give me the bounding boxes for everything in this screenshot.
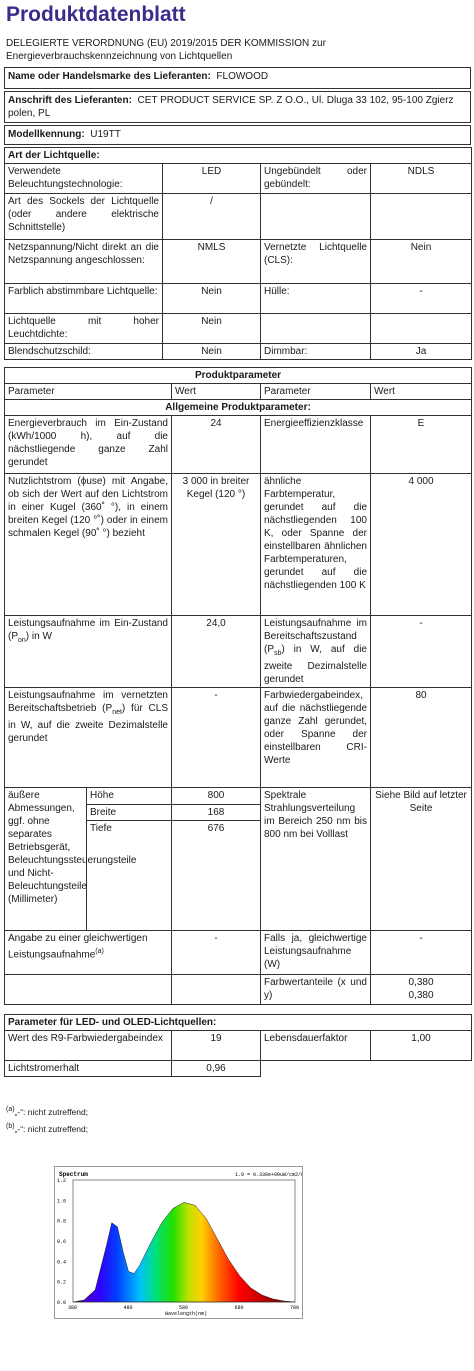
dimmable-value: Ja <box>371 344 472 360</box>
lifetime-label: Lebensdauerfaktor <box>261 1031 371 1061</box>
col-param-2: Parameter <box>261 384 371 400</box>
cri-value: 80 <box>371 688 472 788</box>
envelope-label: Hülle: <box>261 284 371 314</box>
x-tick-label: 780 <box>290 1305 300 1311</box>
y-tick-label: 0.4 <box>57 1259 67 1266</box>
x-tick-label: 480 <box>123 1305 133 1311</box>
mains-value: NMLS <box>163 240 261 284</box>
spectrum-annotation: 1.0 = 0.330e+00uW/cm2/nm <box>235 1172 302 1178</box>
table-row <box>5 474 472 616</box>
empty-cell <box>371 314 472 344</box>
directional-label: Ungebündelt oder gebündelt: <box>261 164 371 194</box>
footnote-b: $^{(b)}$„-“: nicht zutreffend; <box>6 1123 89 1134</box>
table-header-row <box>5 384 472 400</box>
table-row <box>5 240 472 284</box>
cls-label: Vernetzte Lichtquelle (CLS): <box>261 240 371 284</box>
address-value: CET PRODUCT SERVICE SP. Z O.O., Ul. Dluga 33 102, 95-100 Zgierz polen, PL <box>8 95 454 119</box>
y-tick-label: 0.6 <box>57 1239 67 1245</box>
supplier-label: Name oder Handelsmarke des Lieferanten: <box>8 71 211 82</box>
flux-label: Nutzlichtstrom (ϕuse) mit Angabe, ob sich der Wert auf den Lichtstrom in einer Kugel (360˚ °), in einem breiten Kegel (120 °˚) oder in einem schmalen Kegel (90˚ °) bezieht <box>5 474 172 616</box>
luminance-value: Nein <box>163 314 261 344</box>
power-net-label: Leistungsaufnahme im vernetzten Bereitschaftsbetrieb $(P_{net})$ für CLS in W, auf die zweite Dezimalstelle gerundet <box>5 688 172 788</box>
general-params-heading: Allgemeine Produktparameter: <box>5 400 472 416</box>
address-label: Anschrift des Lieferanten: <box>8 95 132 106</box>
equiv-value: - <box>172 931 261 975</box>
energy-on-value: 24 <box>172 416 261 474</box>
empty-cell <box>5 975 172 1005</box>
energy-on-label: Energieverbrauch im Ein-Zustand (kWh/1000 h), auf die nächstliegende ganze Zahl gerundet <box>5 416 172 474</box>
table-row <box>5 284 472 314</box>
dimmable-label: Dimmbar: <box>261 344 371 360</box>
energy-class-value: E <box>371 416 472 474</box>
led-params-heading: Parameter für LED- und OLED-Lichtquellen: <box>5 1015 472 1031</box>
table-row <box>5 314 472 344</box>
spectrum-label: Spektrale Strahlungsverteilung im Bereich 250 nm bis 800 nm bei Volllast <box>261 788 371 931</box>
model-value: U19TT <box>90 129 121 140</box>
spectrum-svg <box>55 1167 302 1318</box>
empty-cell <box>172 975 261 1005</box>
dimensions-label: äußere Abmessungen, ggf. ohne separates Betriebsgerät, Beleuchtungssteuerungsteile und Nicht-Beleuchtungsteile (Millimeter) <box>5 788 87 931</box>
cct-label: ähnliche Farbtemperatur, gerundet auf die nächstliegenden 100 K, oder Spanne der einstellbaren ähnlichen Farbtemperaturen, gerundet auf die nächstliegenden 100 K <box>261 474 371 616</box>
power-net-value: - <box>172 688 261 788</box>
glare-label: Blendschutzschild: <box>5 344 163 360</box>
model-label: Modellkennung: <box>8 129 85 140</box>
address-row <box>4 91 471 123</box>
page-title: Produktdatenblatt <box>6 3 186 26</box>
dim-height-label: Höhe <box>87 788 172 805</box>
socket-value: / <box>163 194 261 240</box>
model-row <box>4 125 471 145</box>
equiv-power-label: Falls ja, gleichwertige Leistungsaufnahme (W) <box>261 931 371 975</box>
energy-class-label: Energieeffizienzklasse <box>261 416 371 474</box>
tech-value: LED <box>163 164 261 194</box>
product-params-heading: Produktparameter <box>5 368 472 384</box>
cri-label: Farbwiedergabeindex, auf die nächstliegende ganze Zahl gerundet, oder Spanne der einstellbaren CRI-Werte <box>261 688 371 788</box>
light-source-heading: Art der Lichtquelle: <box>5 148 472 164</box>
led-params-table <box>4 1014 472 1077</box>
tunable-value: Nein <box>163 284 261 314</box>
footnote-a: $^{(a)}$„-“: nicht zutreffend; <box>6 1106 89 1117</box>
socket-label: Art des Sockels der Lichtquelle (oder andere elektrische Schnittstelle) <box>5 194 163 240</box>
spectrum-title: Spectrum <box>59 1171 88 1178</box>
table-row <box>5 1061 472 1077</box>
tunable-label: Farblich abstimmbare Lichtquelle: <box>5 284 163 314</box>
y-tick-label: 1.0 <box>57 1198 67 1205</box>
flux-value: 3 000 in breiter Kegel (120 °) <box>172 474 261 616</box>
cct-value: 4 000 <box>371 474 472 616</box>
maintenance-label: Lichtstromerhalt <box>5 1061 172 1077</box>
envelope-value: - <box>371 284 472 314</box>
empty-cell <box>261 314 371 344</box>
table-row <box>5 931 472 975</box>
cls-value: Nein <box>371 240 472 284</box>
col-param: Parameter <box>5 384 172 400</box>
table-row <box>5 344 472 360</box>
power-on-value: 24,0 <box>172 616 261 688</box>
maintenance-value: 0,96 <box>172 1061 261 1077</box>
chromaticity-label: Farbwertanteile (x und y) <box>261 975 371 1005</box>
lifetime-value: 1,00 <box>371 1031 472 1061</box>
light-source-table <box>4 147 472 360</box>
table-row <box>5 1031 472 1061</box>
power-on-label: Leistungsaufnahme im Ein-Zustand $(P_{on})$ in W <box>5 616 172 688</box>
glare-value: Nein <box>163 344 261 360</box>
spectrum-chart <box>54 1166 303 1319</box>
supplier-value: FLOWOOD <box>216 71 269 82</box>
table-row <box>5 616 472 688</box>
spectrum-area <box>73 1202 295 1302</box>
table-row <box>5 416 472 474</box>
equiv-label: Angabe zu einer gleichwertigen Leistungsaufnahme$^{(a)}$ <box>5 931 172 975</box>
empty-cell <box>371 194 472 240</box>
empty-cell <box>261 194 371 240</box>
equiv-power-value: - <box>371 931 472 975</box>
empty-cell <box>371 1061 472 1077</box>
y-tick-label: 0.8 <box>57 1218 67 1225</box>
dim-width-value: 168 <box>172 804 261 821</box>
tech-label: Verwendete Beleuchtungstechnologie: <box>5 164 163 194</box>
x-tick-label: 680 <box>234 1305 244 1311</box>
x-tick-label: 380 <box>68 1305 78 1311</box>
r9-label: Wert des R9-Farbwiedergabeindex <box>5 1031 172 1061</box>
directional-value: NDLS <box>371 164 472 194</box>
table-row <box>5 194 472 240</box>
table-row <box>5 975 472 1005</box>
dim-width-label: Breite <box>87 804 172 821</box>
col-value: Wert <box>172 384 261 400</box>
dim-depth-value: 676 <box>172 821 261 931</box>
table-row <box>5 788 472 805</box>
product-params-table <box>4 367 472 1005</box>
mains-label: Netzspannung/Nicht direkt an die Netzspannung angeschlossen: <box>5 240 163 284</box>
table-row <box>5 688 472 788</box>
spectrum-value: Siehe Bild auf letzter Seite <box>371 788 472 931</box>
supplier-row <box>4 67 471 89</box>
r9-value: 19 <box>172 1031 261 1061</box>
luminance-label: Lichtquelle mit hoher Leuchtdichte: <box>5 314 163 344</box>
chromaticity-value: 0,380 0,380 <box>371 975 472 1005</box>
empty-cell <box>261 1061 371 1077</box>
col-value-2: Wert <box>371 384 472 400</box>
x-tick-label: 580 <box>179 1305 189 1311</box>
x-axis-label: Wavelength(nm) <box>165 1311 208 1317</box>
y-tick-label: 0.0 <box>57 1300 67 1306</box>
power-sb-label: Leistungsaufnahme im Bereitschaftszustand $(P_{sb})$ in W, auf die zweite Dezimalstelle gerundet <box>261 616 371 688</box>
y-tick-label: 1.2 <box>57 1178 67 1184</box>
table-row <box>5 164 472 194</box>
dim-height-value: 800 <box>172 788 261 805</box>
dim-depth-label: Tiefe <box>87 821 172 931</box>
y-tick-label: 0.2 <box>57 1279 67 1286</box>
regulation-text: DELEGIERTE VERORDNUNG (EU) 2019/2015 DER KOMMISSION zur Energieverbrauchskennzeichnung von Lichtquellen <box>6 38 326 62</box>
power-sb-value: - <box>371 616 472 688</box>
